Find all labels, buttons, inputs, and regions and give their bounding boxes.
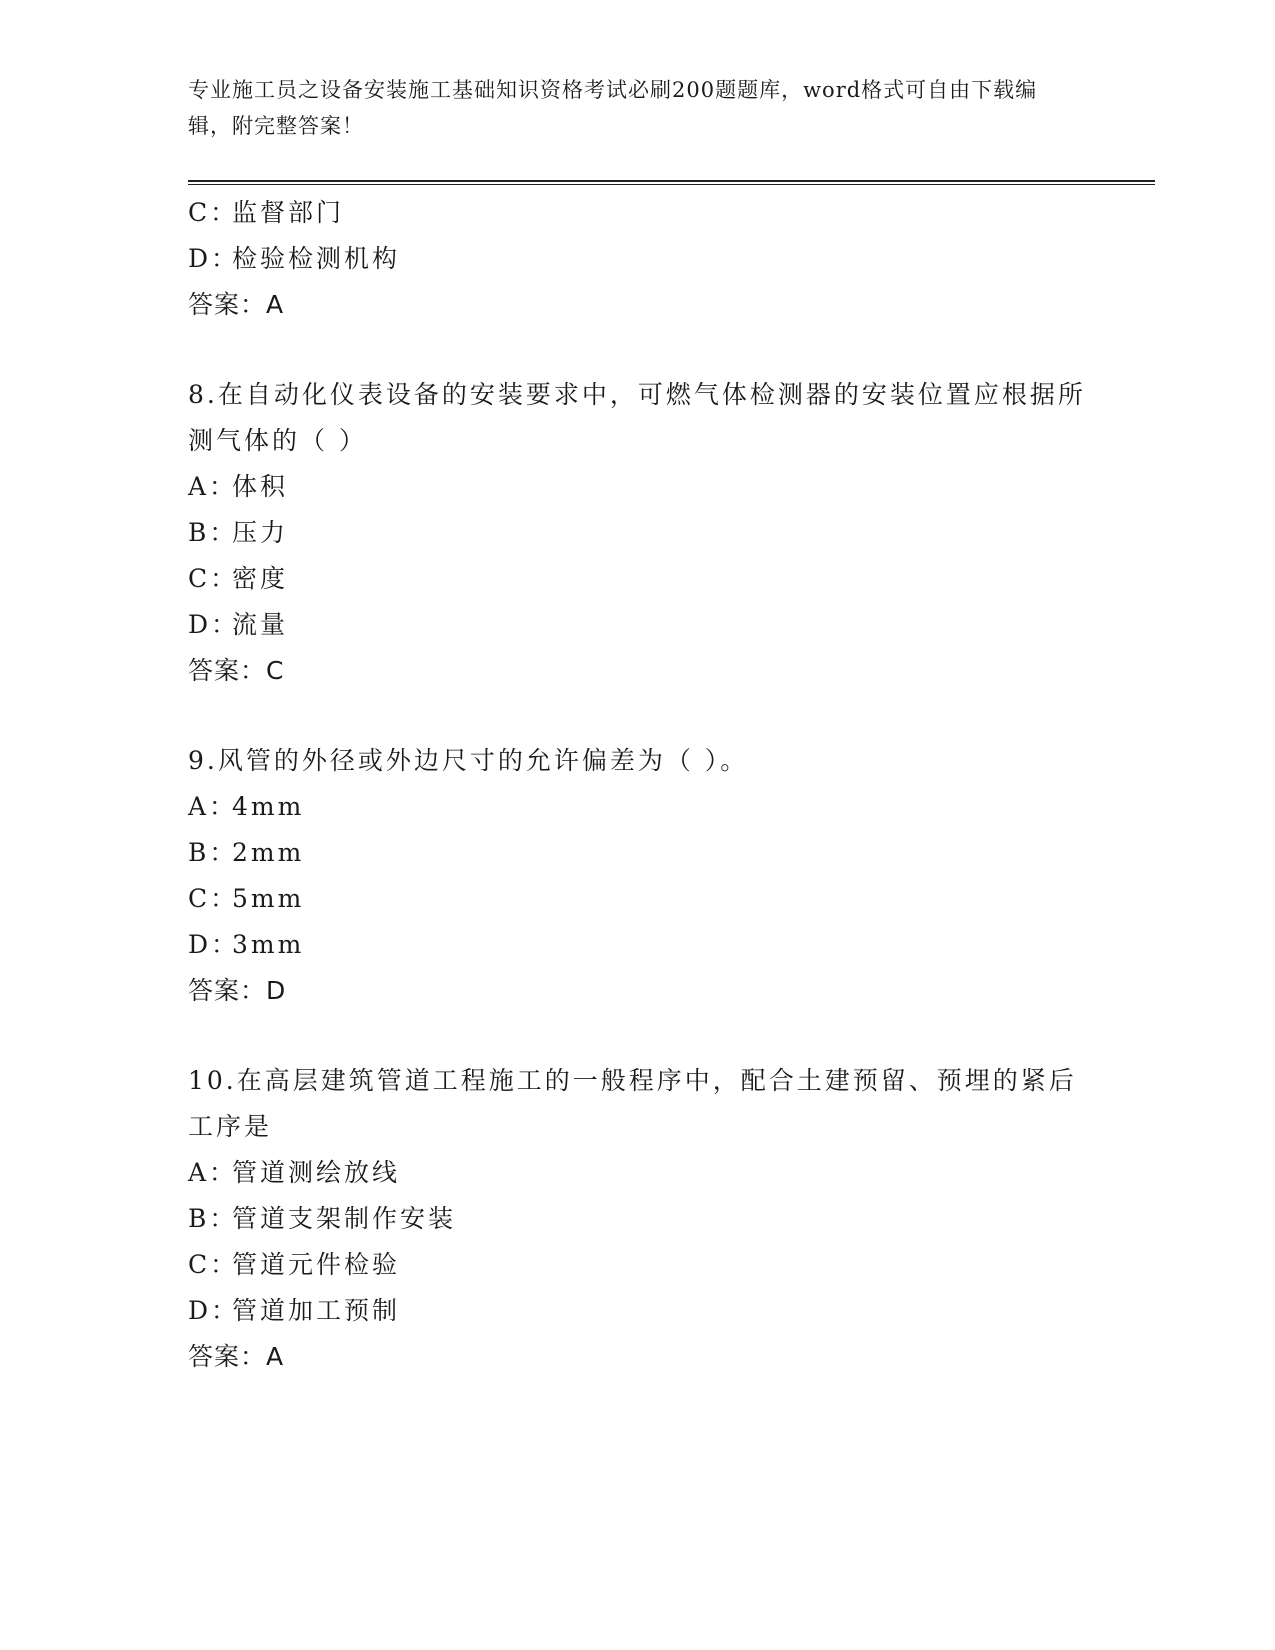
question-9	[188, 738, 1088, 1014]
option-a: A：管道测绘放线	[188, 1158, 401, 1187]
answer: 答案：A	[188, 1342, 285, 1371]
partial-question	[188, 190, 1088, 328]
document-header: 专业施工员之设备安装施工基础知识资格考试必刷200题题库，word格式可自由下载编辑，附完整答案！	[188, 78, 1038, 138]
answer: 答案：C	[188, 656, 285, 685]
option-a: A：体积	[188, 472, 289, 501]
option-d: D：检验检测机构	[188, 244, 401, 273]
option-c: C：监督部门	[188, 198, 345, 227]
header-divider	[188, 180, 1155, 182]
option-b: B：管道支架制作安装	[188, 1204, 457, 1233]
option-a: A：4mm	[188, 792, 305, 821]
question-8	[188, 372, 1088, 694]
question-list	[188, 190, 1088, 1380]
question-stem: 8.在自动化仪表设备的安装要求中，可燃气体检测器的安装位置应根据所测气体的（ ）	[188, 380, 1086, 455]
question-stem: 10.在高层建筑管道工程施工的一般程序中，配合土建预留、预埋的紧后工序是	[188, 1066, 1077, 1141]
option-c: C：5mm	[188, 884, 305, 913]
question-10	[188, 1058, 1088, 1380]
option-c: C：密度	[188, 564, 289, 593]
answer: 答案：A	[188, 290, 285, 319]
option-d: D：3mm	[188, 930, 305, 959]
question-stem: 9.风管的外径或外边尺寸的允许偏差为（ ）。	[188, 746, 749, 775]
option-c: C：管道元件检验	[188, 1250, 401, 1279]
answer: 答案：D	[188, 976, 287, 1005]
header-divider-thin	[188, 184, 1155, 185]
option-d: D：流量	[188, 610, 289, 639]
option-b: B：压力	[188, 518, 289, 547]
option-b: B：2mm	[188, 838, 305, 867]
option-d: D：管道加工预制	[188, 1296, 401, 1325]
